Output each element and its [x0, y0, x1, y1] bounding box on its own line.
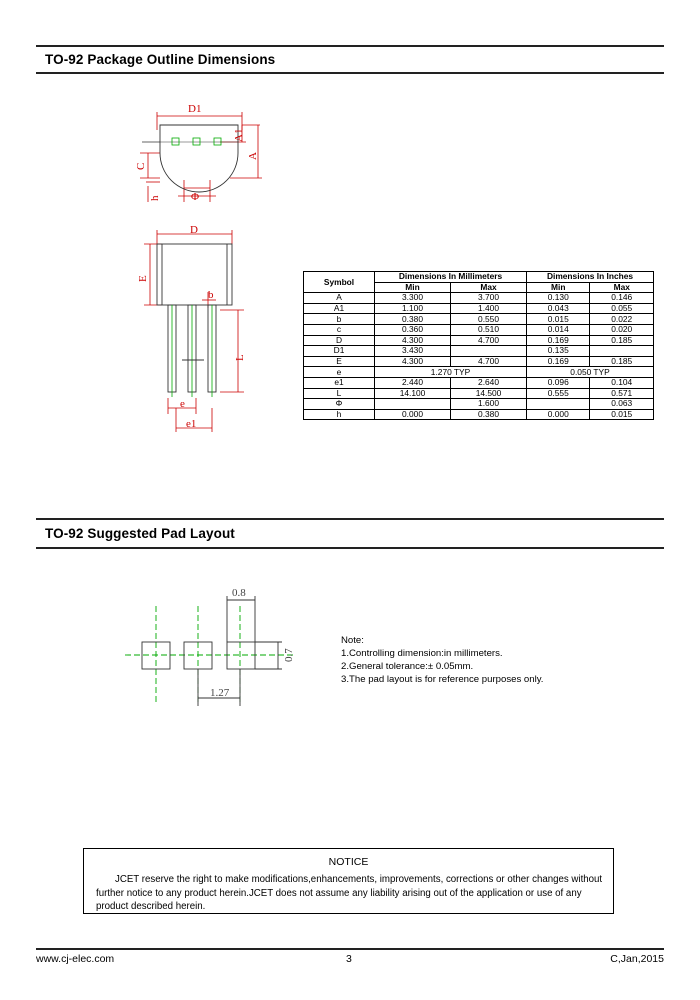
label-h: h	[149, 195, 161, 201]
note-item: 1.Controlling dimension:in millimeters.	[341, 648, 503, 659]
label-b: b	[208, 289, 214, 301]
dimensions-table	[303, 271, 654, 420]
pad-section-title: TO-92 Suggested Pad Layout	[45, 526, 235, 541]
mm-header: Dimensions In Millimeters	[375, 272, 527, 283]
notice-box	[83, 848, 614, 914]
label-A1: A1	[233, 128, 245, 142]
table-row: D 4.300 4.700 0.169 0.185	[304, 335, 654, 346]
label-L: L	[234, 354, 246, 361]
table-row: A 3.300 3.700 0.130 0.146	[304, 293, 654, 304]
pad-label-height: 0.7	[283, 648, 295, 662]
table-row: E 4.300 4.700 0.169 0.185	[304, 356, 654, 367]
label-e: e	[180, 398, 185, 410]
table-row: A1 1.100 1.400 0.043 0.055	[304, 303, 654, 314]
pad-section-rule	[36, 518, 664, 520]
symbol-header: Symbol	[304, 272, 375, 293]
outline-section-title: TO-92 Package Outline Dimensions	[45, 52, 276, 67]
table-row: L 14.100 14.500 0.555 0.571	[304, 388, 654, 399]
label-phi: Φ	[191, 191, 200, 203]
notice-title: NOTICE	[328, 856, 369, 868]
table-row: h 0.000 0.380 0.000 0.015	[304, 409, 654, 420]
label-A: A	[247, 152, 259, 160]
table-row: c 0.360 0.510 0.014 0.020	[304, 324, 654, 335]
table-row: Φ 1.600 0.063	[304, 399, 654, 410]
top-rule	[36, 45, 664, 47]
footer-website: www.cj-elec.com	[36, 953, 115, 965]
mm-min-header: Min	[375, 282, 451, 293]
note-item: 2.General tolerance:± 0.05mm.	[341, 661, 474, 672]
pad-title-rule	[36, 547, 664, 549]
pad-label-width: 0.8	[232, 587, 246, 599]
footer-rule	[36, 948, 664, 950]
side-view-drawing	[130, 222, 270, 432]
pad-label-pitch: 1.27	[210, 687, 230, 699]
table-row: D1 3.430 0.135	[304, 346, 654, 357]
in-min-header: Min	[527, 282, 590, 293]
inch-header: Dimensions In Inches	[527, 272, 654, 283]
table-row: e1 2.440 2.640 0.096 0.104	[304, 377, 654, 388]
footer-revision: C,Jan,2015	[610, 953, 664, 965]
notice-body: JCET reserve the right to make modifications,enhancements, improvements, corrections or other changes without further notice to any product herein.JCET does not assume any liability arising out of the application or use of any product described herein.	[96, 874, 603, 912]
mm-max-header: Max	[451, 282, 527, 293]
label-C: C	[135, 162, 147, 170]
top-view-drawing	[130, 98, 270, 208]
label-D1: D1	[188, 103, 202, 115]
label-E: E	[137, 275, 149, 282]
label-e1: e1	[186, 418, 197, 430]
table-row: b 0.380 0.550 0.015 0.022	[304, 314, 654, 325]
table-row: e 1.270 TYP 0.050 TYP	[304, 367, 654, 378]
note-item: 3.The pad layout is for reference purposes only.	[341, 674, 544, 685]
label-D: D	[190, 224, 198, 236]
outline-title-rule	[36, 72, 664, 74]
pad-layout-drawing	[120, 586, 320, 716]
notes-block	[341, 634, 543, 686]
in-max-header: Max	[590, 282, 654, 293]
notes-title: Note:	[341, 635, 364, 646]
footer-page-number: 3	[346, 953, 352, 965]
